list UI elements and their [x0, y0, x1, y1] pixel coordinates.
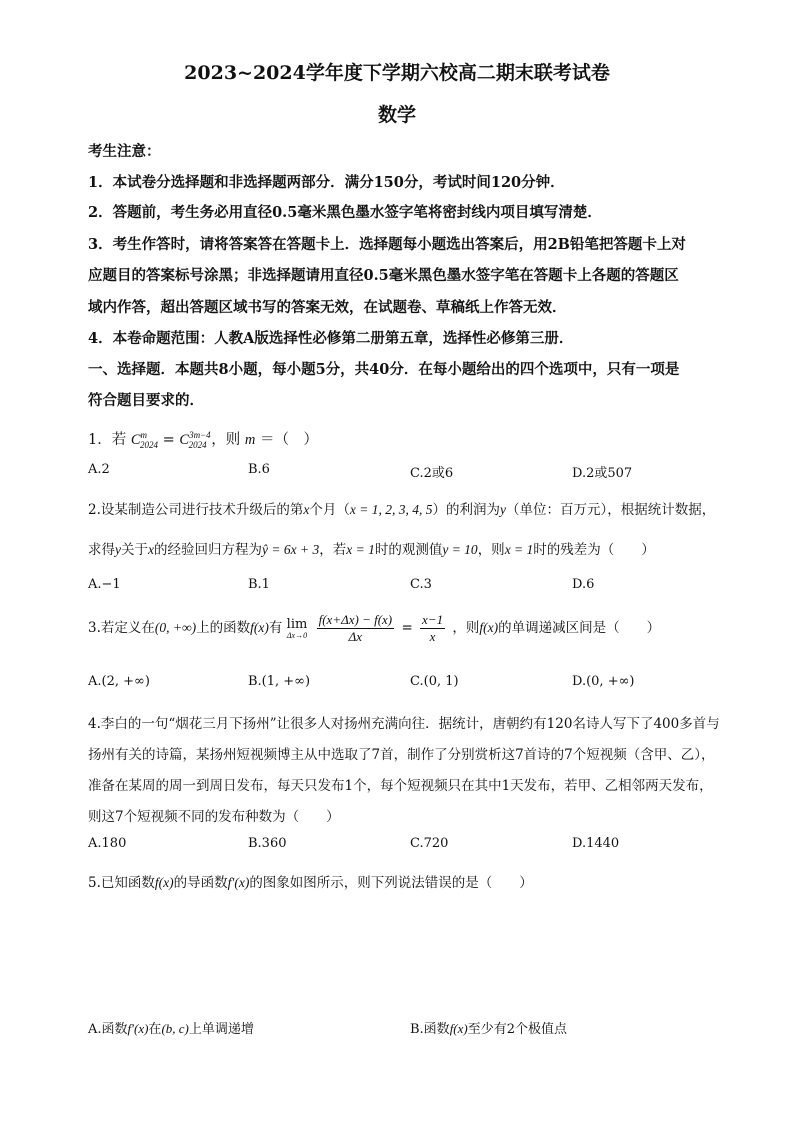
q2-option-c: C.3 [410, 577, 432, 592]
q3-option-d: D.(0, +∞) [572, 674, 635, 689]
q1-prefix: 1．若 [88, 432, 127, 448]
q3-rhs-fraction: $\frac{x-1}{x}$ [422, 612, 444, 644]
q3-option-c: C.(0, 1) [410, 674, 459, 689]
notice-item-3b: 应题目的答案标号涂黑；非选择题请用直径0.5毫米黑色墨水签字笔在答题卡上各题的答题区 [88, 267, 679, 284]
notice-item-3c: 域内作答，超出答题区域书写的答案无效，在试题卷、草稿纸上作答无效． [88, 299, 567, 316]
q2-option-b: B.1 [248, 577, 270, 592]
notice-item-2: 2．答题前，考生务必用直径0.5毫米黑色墨水签字笔将密封线内项目填写清楚． [88, 204, 602, 221]
q3-difference-quotient: $\frac{f(x+\Delta x) - f(x)}{\Delta x}$ [318, 612, 393, 644]
q2-option-a: A.−1 [88, 577, 121, 592]
q2-option-d: D.6 [572, 577, 595, 592]
question-4-line2: 扬州有关的诗篇，某扬州短视频博主从中选取了7首，制作了分别赏析这7首诗的7个短视频（含甲、乙）， [88, 747, 715, 763]
q5-option-a: A.函数f′(x)在(b, c)上单调递增 [88, 1021, 254, 1037]
question-3: 3.若定义在(0, +∞)上的函数f(x)有 lim Δx→0 $\frac{f(x+\Delta x) - f(x)}{\Delta x}$ = $\frac{x-1}{x}$ ，则f(x)的单调递减区间是（ ） [88, 612, 661, 644]
question-4-line1: 4.李白的一句“烟花三月下扬州”让很多人对扬州充满向往．据统计，唐朝约有120名诗人写下了400多首与 [88, 716, 720, 732]
question-2-line1: 2.设某制造公司进行技术升级后的第x个月（x = 1, 2, 3, 4, 5）的利润为y（单位：百万元），根据统计数据， [88, 502, 716, 518]
q4-option-a: A.180 [88, 836, 127, 851]
q1-middle: ，则 [211, 432, 241, 448]
q1-option-a: A.2 [88, 462, 110, 477]
q4-option-c: C.720 [410, 836, 449, 851]
question-4-line3: 准备在某周的周一到周日发布，每天只发布1个，每个短视频只在其中1天发布，若甲、乙相邻两天发布， [88, 778, 713, 794]
q3-option-a: A.(2, +∞) [88, 674, 150, 689]
q4-option-b: B.360 [248, 836, 287, 851]
q4-option-d: D.1440 [572, 836, 620, 851]
q1-option-b: B.6 [248, 462, 270, 477]
section1-line2: 符合题目要求的． [88, 392, 204, 409]
q3-option-b: B.(1, +∞) [248, 674, 311, 689]
notice-item-4: 4．本卷命题范围：人教A版选择性必修第二册第五章，选择性必修第三册． [88, 330, 574, 347]
q1-option-d: D.2或507 [572, 466, 633, 481]
q1-option-c: C.2或6 [410, 466, 454, 481]
q3-limit: lim Δx→0 [286, 617, 308, 640]
section1-line1: 一、选择题．本题共8小题，每小题5分，共40分．在每小题给出的四个选项中，只有一项是 [88, 361, 680, 378]
q1-combination-2: $C^{3m-4}_{2024}$ [179, 430, 211, 450]
q1-var: m [244, 432, 256, 448]
exam-title: 2023~2024学年度下学期六校高二期末联考试卷 [184, 62, 610, 84]
notice-item-1: 1．本试卷分选择题和非选择题两部分．满分150分，考试时间120分钟． [88, 174, 565, 191]
question-4-line4: 则这7个短视频不同的发布种数为（ ） [88, 809, 340, 825]
q1-suffix: ＝（ ） [259, 432, 318, 448]
question-1 [88, 428, 756, 450]
question-5: 5.已知函数f(x)的导函数f′(x)的图象如图所示，则下列说法错误的是（ ） [88, 875, 533, 891]
q1-combination-1: $C^m_{2024}$ [130, 430, 159, 450]
q1-equals: = [162, 432, 175, 448]
exam-subject: 数学 [377, 104, 416, 126]
notice-item-3a: 3．考生作答时，请将答案答在答题卡上．选择题每小题选出答案后，用2B铅笔把答题卡上对 [88, 236, 686, 253]
notice-heading: 考生注意： [88, 143, 161, 160]
question-2-line2: 求得y关于x的经验回归方程为ŷ = 6x + 3，若x = 1时的观测值y = 10，则x = 1时的残差为（ ） [88, 542, 655, 558]
q5-option-b: B.函数f(x)至少有2个极值点 [410, 1021, 568, 1037]
